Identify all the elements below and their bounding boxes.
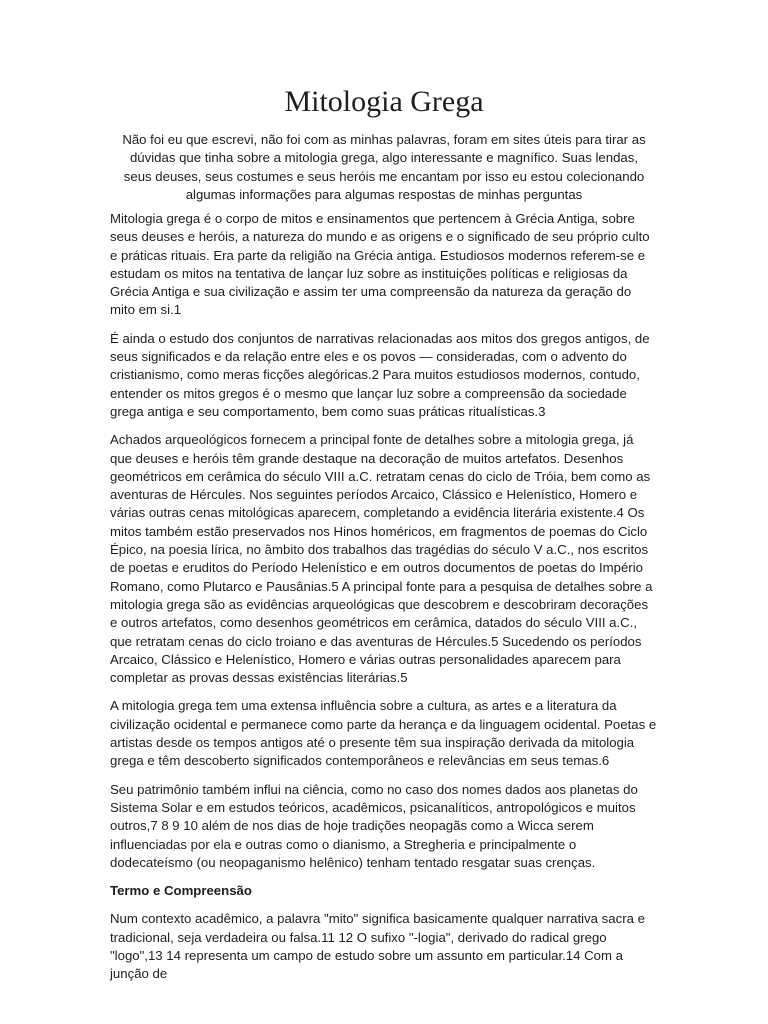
document-title: Mitologia Grega [284, 85, 484, 118]
body-paragraph-5: Seu patrimônio também influi na ciência, como no caso dos nomes dados aos planetas do Sistema Solar e em estudos teóricos, acadêmicos, psicanalíticos, antropológicos e muitos outros,7 8 9 10 além de nos dias de hoje tradições neopagãs como a Wicca serem influenciadas por ela e outras como o dianismo, a Stregheria e principalmente o dodecateísmo (ou neopaganismo helênico) tenham tentado resgatar suas crenças. [110, 781, 638, 870]
section-heading: Termo e Compreensão [110, 883, 252, 899]
body-paragraph-1: Mitologia grega é o corpo de mitos e ensinamentos que pertencem à Grécia Antiga, sobre seus deuses e heróis, a natureza do mundo e as origens e o significado de seu próprio culto e práticas rituais. Era parte da religião na Grécia antiga. Estudiosos modernos referem-se e estudam os mitos na tentativa de lançar luz sobre as instituições políticas e religiosas da Grécia Antiga e sua civilização e assim ter uma compreensão da natureza da geração do mito em si.1 [110, 211, 650, 318]
intro-paragraph: Não foi eu que escrevi, não foi com as minhas palavras, foram em sites úteis para tirar as dúvidas que tinha sobre a mitologia grega, algo interessante e magnífico. Suas lendas, seus deuses, seus costumes e seus heróis me encantam por isso eu estou colecionando algumas informações para algumas respostas de minhas perguntas [122, 132, 646, 202]
body-paragraph-4: A mitologia grega tem uma extensa influência sobre a cultura, as artes e a literatura da civilização ocidental e permanece como parte da herança e da linguagem ocidental. Poetas e artistas desde os tempos antigos até o presente têm sua inspiração derivada da mitologia grega e têm descoberto significados contemporâneos e relevâncias em seus temas.6 [110, 698, 657, 769]
body-paragraph-3: Achados arqueológicos fornecem a principal fonte de detalhes sobre a mitologia grega, já que deuses e heróis têm grande destaque na decoração de muitos artefatos. Desenhos geométricos em cerâmica do século VIII a.C. retratam cenas do ciclo de Tróia, bem como as aventuras de Hércules. Nos seguintes períodos Arcaico, Clássico e Helenístico, Homero e várias outras cenas mitológicas aparecem, completando a evidência literária existente.4 Os mitos também estão preservados nos Hinos homéricos, em fragmentos de poemas do Ciclo Épico, na poesia lírica, no âmbito dos trabalhos das tragédias do século V a.C., nos escritos de poetas e eruditos do Período Helenístico e em outros documentos de poetas do Império Romano, como Plutarco e Pausânias.5 A principal fonte para a pesquisa de detalhes sobre a mitologia grega são as evidências arqueológicas que descobrem e descobriram decorações e outros artefatos, como desenhos geométricos em cerâmica, datados do século VIII a.C., que retratam cenas do ciclo troiano e das aventuras de Hércules.5 Sucedendo os períodos Arcaico, Clássico e Helenístico, Homero e várias outras personalidades aparecem para completar as provas dessas existências literárias.5 [110, 432, 653, 686]
document-body [110, 210, 658, 994]
body-paragraph-2: É ainda o estudo dos conjuntos de narrativas relacionadas aos mitos dos gregos antigos, de seus significados e da relação entre eles e os povos — consideradas, com o advento do cristianismo, como meras ficções alegóricas.2 Para muitos estudiosos modernos, contudo, entender os mitos gregos é o mesmo que lançar luz sobre a compreensão da sociedade grega antiga e seu comportamento, bem como suas práticas ritualísticas.3 [110, 330, 650, 419]
section-paragraph: Num contexto acadêmico, a palavra "mito" significa basicamente qualquer narrativa sacra e tradicional, seja verdadeira ou falsa.11 12 O sufixo "-logia", derivado do radical grego "logo",13 14 representa um campo de estudo sobre um assunto em particular.14 Com a junção de [110, 911, 645, 982]
